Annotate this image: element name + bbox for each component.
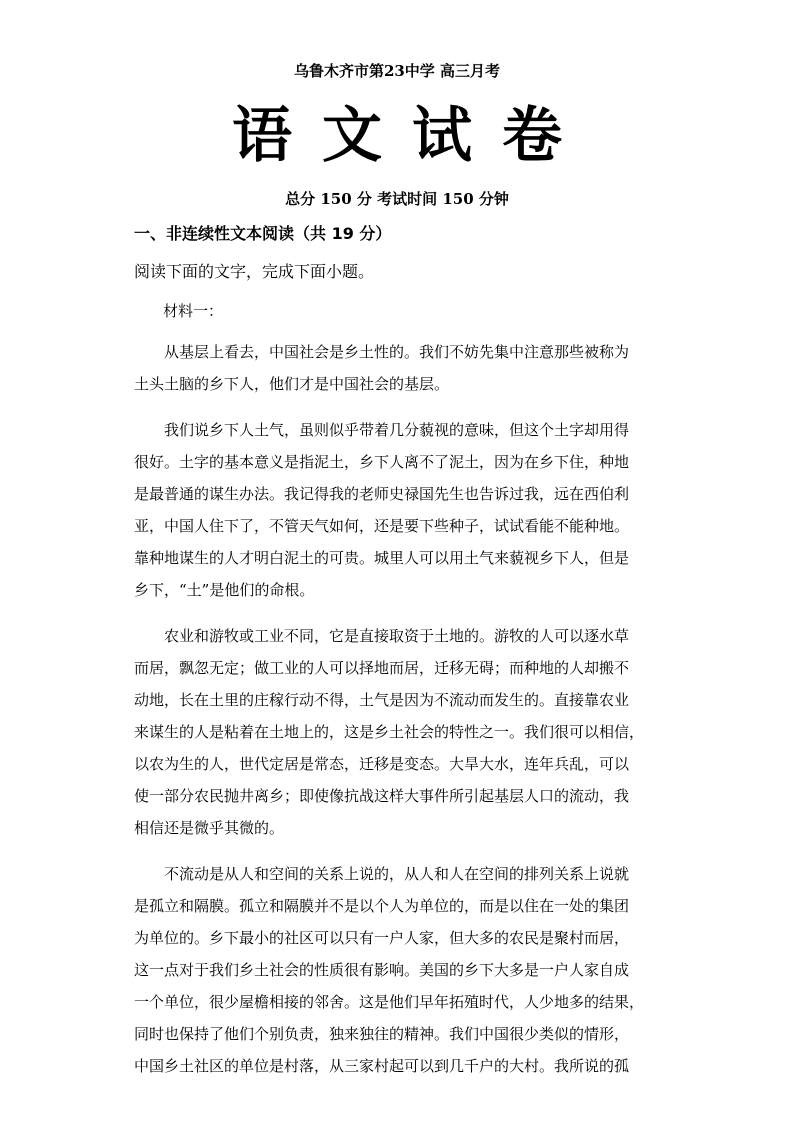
paragraph-line: 动地，长在土里的庄稼行动不得，土气是因为不流动而发生的。直接靠农业 [134, 691, 630, 709]
paragraph [134, 414, 662, 606]
paragraph-line: 从基层上看去，中国社会是乡土性的。我们不妨先集中注意那些被称为 [164, 343, 630, 361]
paragraph-line: 一个单位，很少屋檐相接的邻舍。这是他们早年拓殖时代，人少地多的结果， [134, 993, 645, 1011]
passage-body [134, 336, 662, 1096]
paragraph-line: 使一部分农民抛井离乡；即使像抗战这样大事件所引起基层人口的流动，我 [134, 787, 630, 805]
paragraph-line: 而居，飘忽无定；做工业的人可以择地而居，迁移无碍；而种地的人却搬不 [134, 659, 630, 677]
instruction: 阅读下面的文字，完成下面小题。 [134, 262, 375, 281]
paragraph-line: 为单位的。乡下最小的社区可以只有一户人家，但大多的农民是聚村而居， [134, 929, 630, 947]
paragraph-line: 很好。土字的基本意义是指泥土，乡下人离不了泥土，因为在乡下住，种地 [134, 453, 630, 471]
paragraph-line: 中国乡土社区的单位是村落，从三家村起可以到几千户的大村。我所说的孤 [134, 1057, 630, 1075]
paragraph-line: 土头土脑的乡下人，他们才是中国社会的基层。 [134, 375, 450, 393]
school-name: 乌鲁木齐市第23中学 高三月考 [293, 62, 501, 80]
paragraph [134, 336, 662, 400]
paragraph [134, 858, 662, 1082]
score-time: 总分 150 分 考试时间 150 分钟 [285, 190, 509, 208]
paragraph-line: 来谋生的人是粘着在土地上的，这是乡土社会的特性之一。我们很可以相信， [134, 723, 645, 741]
paragraph-line: 亚，中国人住下了，不管天气如何，还是要下些种子，试试看能不能种地。 [134, 517, 630, 535]
paragraph-line: 同时也保持了他们个别负责，独来独往的精神。我们中国很少类似的情形， [134, 1025, 630, 1043]
paragraph [134, 620, 662, 844]
paragraph-line: 乡下，“土”是他们的命根。 [134, 581, 315, 599]
section-heading: 一、非连续性文本阅读（共 19 分） [134, 224, 392, 243]
paragraph-line: 是孤立和隔膜。孤立和隔膜并不是以个人为单位的，而是以住在一处的集团 [134, 897, 630, 915]
paragraph-line: 相信还是微乎其微的。 [134, 819, 285, 837]
paragraph-line: 靠种地谋生的人才明白泥土的可贵。城里人可以用土气来藐视乡下人，但是 [134, 549, 630, 567]
paragraph-line: 是最普通的谋生办法。我记得我的老师史禄国先生也告诉过我，远在西伯利 [134, 485, 630, 503]
paragraph-line: 不流动是从人和空间的关系上说的，从人和人在空间的排列关系上说就 [164, 865, 630, 883]
exam-title: 语文试卷 [232, 101, 592, 171]
paragraph-line: 农业和游牧或工业不同，它是直接取资于土地的。游牧的人可以逐水草 [164, 627, 630, 645]
paragraph-line: 这一点对于我们乡土社会的性质很有影响。美国的乡下大多是一户人家自成 [134, 961, 630, 979]
paragraph-line: 以农为生的人，世代定居是常态，迁移是变态。大旱大水，连年兵乱，可以 [134, 755, 630, 773]
paragraph-line: 我们说乡下人土气，虽则似乎带着几分藐视的意味，但这个土字却用得 [164, 421, 630, 439]
material-label: 材料一： [163, 302, 224, 320]
